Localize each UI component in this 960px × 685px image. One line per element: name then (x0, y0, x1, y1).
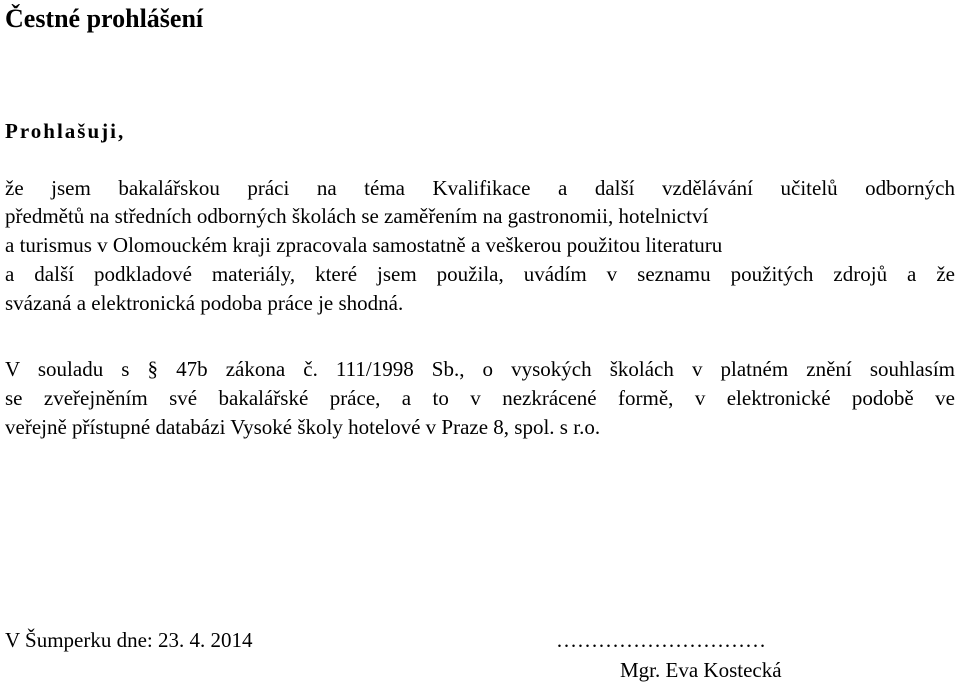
paragraph1-line-2: předmětů na středních odborných školách se zaměřením na gastronomii, hotelnictví (5, 204, 709, 228)
signature-line: ………………………… (556, 628, 766, 652)
signatory-name: Mgr. Eva Kostecká (620, 658, 782, 682)
place-and-date: V Šumperku dne: 23. 4. 2014 (5, 628, 253, 652)
paragraph2-line-3: veřejně přístupné databázi Vysoké školy hotelové v Praze 8, spol. s r.o. (5, 415, 601, 439)
paragraph1-line-3: a turismus v Olomouckém kraji zpracovala samostatně a veškerou použitou literaturu (5, 233, 723, 257)
paragraph1-line-4: a další podkladové materiály, které jsem použila, uvádím v seznamu použitých zdrojů a že (5, 262, 955, 286)
paragraph1-line-5: svázaná a elektronická podoba práce je shodná. (5, 291, 404, 315)
document-title: Čestné prohlášení (5, 4, 204, 33)
paragraph1-line-1: že jsem bakalářskou práci na téma Kvalifikace a další vzdělávání učitelů odborných (5, 176, 955, 200)
paragraph2-line-2: se zveřejněním své bakalářské práce, a to v nezkrácené formě, v elektronické podobě ve (5, 386, 955, 410)
declaration-heading: Prohlašuji, (5, 119, 126, 143)
paragraph2-line-1: V souladu s § 47b zákona č. 111/1998 Sb., o vysokých školách v platném znění souhlasím (5, 357, 955, 381)
